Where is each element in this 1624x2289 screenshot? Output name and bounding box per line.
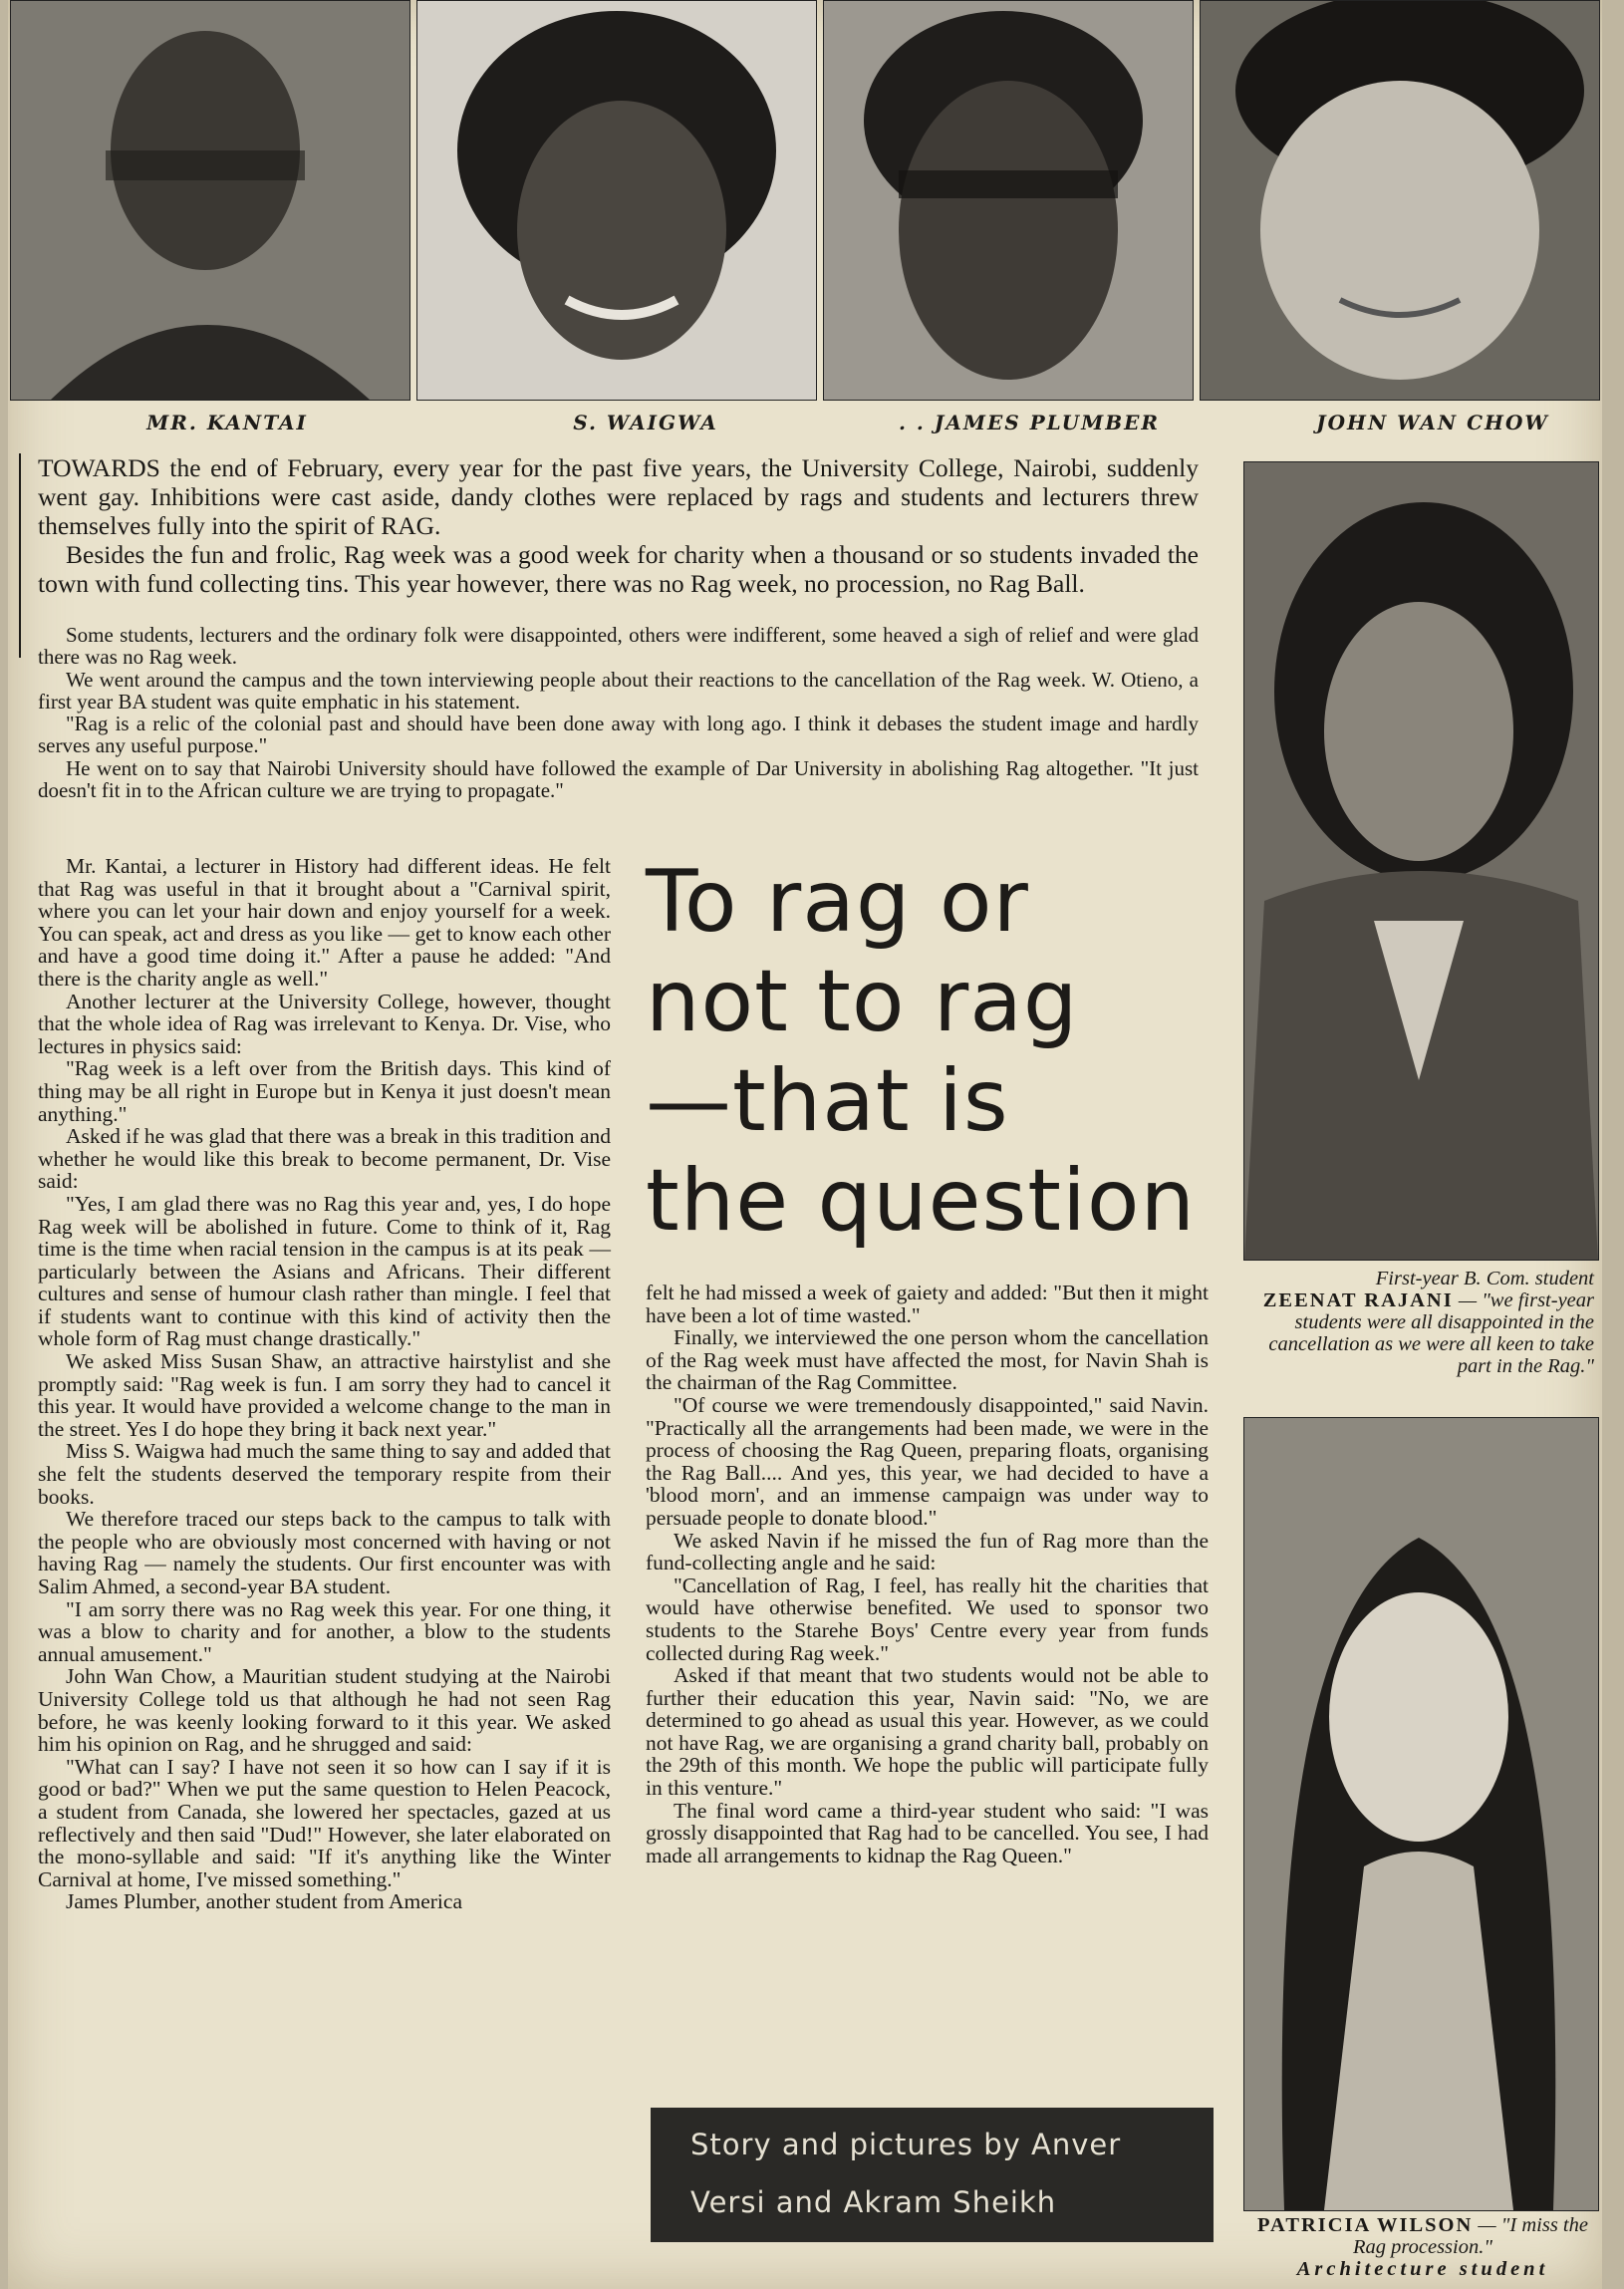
left-paragraph: John Wan Chow, a Mauritian student studying at the Nairobi University College told us that although he had not seen Rag before, he was keenly looking forward to it this year. We asked him his opinion on Rag, and he shrugged and said: (38, 1664, 611, 1757)
zeenat-caption-name: ZEENAT RAJANI (1262, 1289, 1454, 1311)
caption-john-wan-chow: JOHN WAN CHOW (1316, 411, 1549, 434)
body-top-text (38, 624, 1199, 801)
photo-zeenat-rajani (1243, 461, 1599, 1261)
intro-paragraph-2: Besides the fun and frolic, Rag week was a good week for charity when a thousand or so students invaded the town with fund collecting tins. This year however, there was no Rag week, no procession, no Rag Ball. (38, 540, 1199, 598)
photo-patricia-wilson (1243, 1417, 1599, 2211)
caption-mr-kantai: MR. KANTAI (146, 411, 308, 434)
left-paragraph: "What can I say? I have not seen it so how can I say if it is good or bad?" When we put the same question to Helen Peacock, a student from Canada, she lowered her spectacles, gazed at us reflectively and then said "Dud!" However, she later elaborated on the mono-syllable and said: "If it's anything like the Winter Carnival at home, I've missed something." (38, 1754, 611, 1891)
left-paragraph: "Yes, I am glad there was no Rag this year and, yes, I do hope Rag week will be abolished in future. Come to think of it, Rag time is the time when racial tension in the campus is at its peak — particularly between the Asians and Africans. Their different cultures and sense of humour clash rather than mingle. I feel that if students want to continue with this kind of activity then the whole form of Rag must change drastically." (38, 1191, 611, 1351)
photo-mr-kantai (10, 0, 410, 401)
middle-paragraph: Asked if that meant that two students would not be able to further their education this year, Navin said: "No, we are determined to go ahead as usual this year. However, as we could not have Rag, we are organising a grand charity ball, probably on the 29th of this month. We hope the public will participate fully in this venture." (646, 1663, 1209, 1801)
column-rule (19, 453, 21, 658)
middle-paragraph: "Cancellation of Rag, I feel, has really hit the charities that would have otherwise benefited. We used to sponsor two students to the Starehe Boys' Centre every year from funds collected during Rag week." (646, 1573, 1209, 1665)
caption-zeenat-rajani (1255, 1268, 1594, 1377)
left-paragraph: We asked Miss Susan Shaw, an attractive hairstylist and she promptly said: "Rag week is fun. I am sorry they had to cancel it this year. It would have provided a welcome change to the man in the street. Yes I do hope they bring it back next year." (38, 1349, 611, 1441)
body-paragraph: He went on to say that Nairobi University should have followed the example of Dar University in abolishing Rag altogether. "It just doesn't fit in to the African culture we are trying to propagate." (38, 755, 1199, 803)
middle-paragraph: "Of course we were tremendously disappointed," said Navin. "Practically all the arrangements had been made, we were in the process of choosing the Rag Queen, preparing floats, organising the Rag Ball.... And yes, this year, we had decided to have a 'blood morn', and an immense campaign was under way to persuade people to donate blood." (646, 1392, 1209, 1530)
left-paragraph: "Rag week is a left over from the British days. This kind of thing may be all right in Europe but in Kenya it just doesn't mean anything." (38, 1056, 611, 1126)
body-paragraph: Some students, lecturers and the ordinary folk were disappointed, others were indifferent, some heaved a sigh of relief and were glad there was no Rag week. (38, 623, 1199, 670)
credit-line: Versi and Akram Sheikh (690, 2185, 1057, 2219)
credit-line: Story and pictures by Anver (690, 2128, 1122, 2161)
zeenat-caption-lead: First-year B. Com. student (1375, 1268, 1594, 1289)
caption-james-plumber: . . JAMES PLUMBER (899, 411, 1160, 434)
headline-line: To rag or (646, 852, 1029, 952)
left-paragraph: "I am sorry there was no Rag week this year. For one thing, it was a blow to charity and for another, a blow to the students annual amusement." (38, 1596, 611, 1666)
intro-paragraph-1: TOWARDS the end of February, every year for the past five years, the University College, Nairobi, suddenly went gay. Inhibitions were cast aside, dandy clothes were replaced by rags and students and lecturers threw themselves fully into the spirit of RAG. (38, 453, 1199, 540)
middle-paragraph: felt he had missed a week of gaiety and added: "But then it might have been a lot of time wasted." (646, 1281, 1209, 1327)
middle-column (646, 1282, 1209, 1866)
intro-text (38, 453, 1199, 598)
left-paragraph: Asked if he was glad that there was a break in this tradition and whether he would like this break to become permanent, Dr. Vise said: (38, 1124, 611, 1194)
patricia-caption-tail: Architecture student (1296, 2258, 1549, 2280)
middle-paragraph: Finally, we interviewed the one person whom the cancellation of the Rag week must have affected the most, for Navin Shah is the chairman of the Rag Committee. (646, 1325, 1209, 1395)
headline-line: —that is (646, 1051, 1009, 1151)
left-paragraph: Another lecturer at the University College, however, thought that the whole idea of Rag was irrelevant to Kenya. Dr. Vise, who lectures in physics said: (38, 989, 611, 1058)
newspaper-clipping (8, 0, 1602, 2289)
middle-paragraph: The final word came a third-year student who said: "I was grossly disappointed that Rag had to be cancelled. You see, I had made all arrangements to kidnap the Rag Queen." (646, 1798, 1209, 1867)
story-credit-box (651, 2108, 1214, 2242)
headline-line: not to rag (646, 952, 1079, 1051)
left-paragraph: Miss S. Waigwa had much the same thing to say and added that she felt the students deserved the temporary respite from their books. (38, 1439, 611, 1509)
patricia-caption-name: PATRICIA WILSON (1257, 2214, 1474, 2236)
caption-s-waigwa: S. WAIGWA (573, 411, 718, 434)
photo-john-wan-chow (1200, 0, 1600, 401)
headline (646, 852, 1243, 1251)
photo-james-plumber (823, 0, 1194, 401)
left-paragraph: James Plumber, another student from America (66, 1889, 462, 1914)
left-paragraph: We therefore traced our steps back to the campus to talk with the people who are obviously most concerned with having or not having Rag — namely the students. Our first encounter was with Salim Ahmed, a second-year BA student. (38, 1507, 611, 1598)
zeenat-caption-quote: — "we first-year students were all disappointed in the cancellation as we were all keen to take part in the Rag." (1268, 1289, 1594, 1377)
middle-paragraph: We asked Navin if he missed the fun of Rag more than the fund-collecting angle and he said: (646, 1528, 1209, 1575)
caption-patricia-wilson (1253, 2214, 1592, 2280)
body-paragraph: We went around the campus and the town interviewing people about their reactions to the cancellation of the Rag week. W. Otieno, a first year BA student was quite emphatic in his statement. (38, 667, 1199, 714)
left-column (38, 855, 611, 1913)
body-paragraph: "Rag is a relic of the colonial past and should have been done away with long ago. I think it debases the student image and hardly serves any useful purpose." (38, 712, 1199, 758)
patricia-caption-quote: — "I miss the Rag procession." (1353, 2214, 1588, 2258)
left-paragraph: Mr. Kantai, a lecturer in History had different ideas. He felt that Rag was useful in that it brought about a "Carnival spirit, where you can let your hair down and enjoy yourself for a week. You can speak, act and dress as you like — get to know each other and have a good time doing it." After a pause he added: "And there is the charity angle as well." (38, 854, 611, 991)
headline-line: the question (646, 1151, 1197, 1251)
photo-s-waigwa (416, 0, 817, 401)
